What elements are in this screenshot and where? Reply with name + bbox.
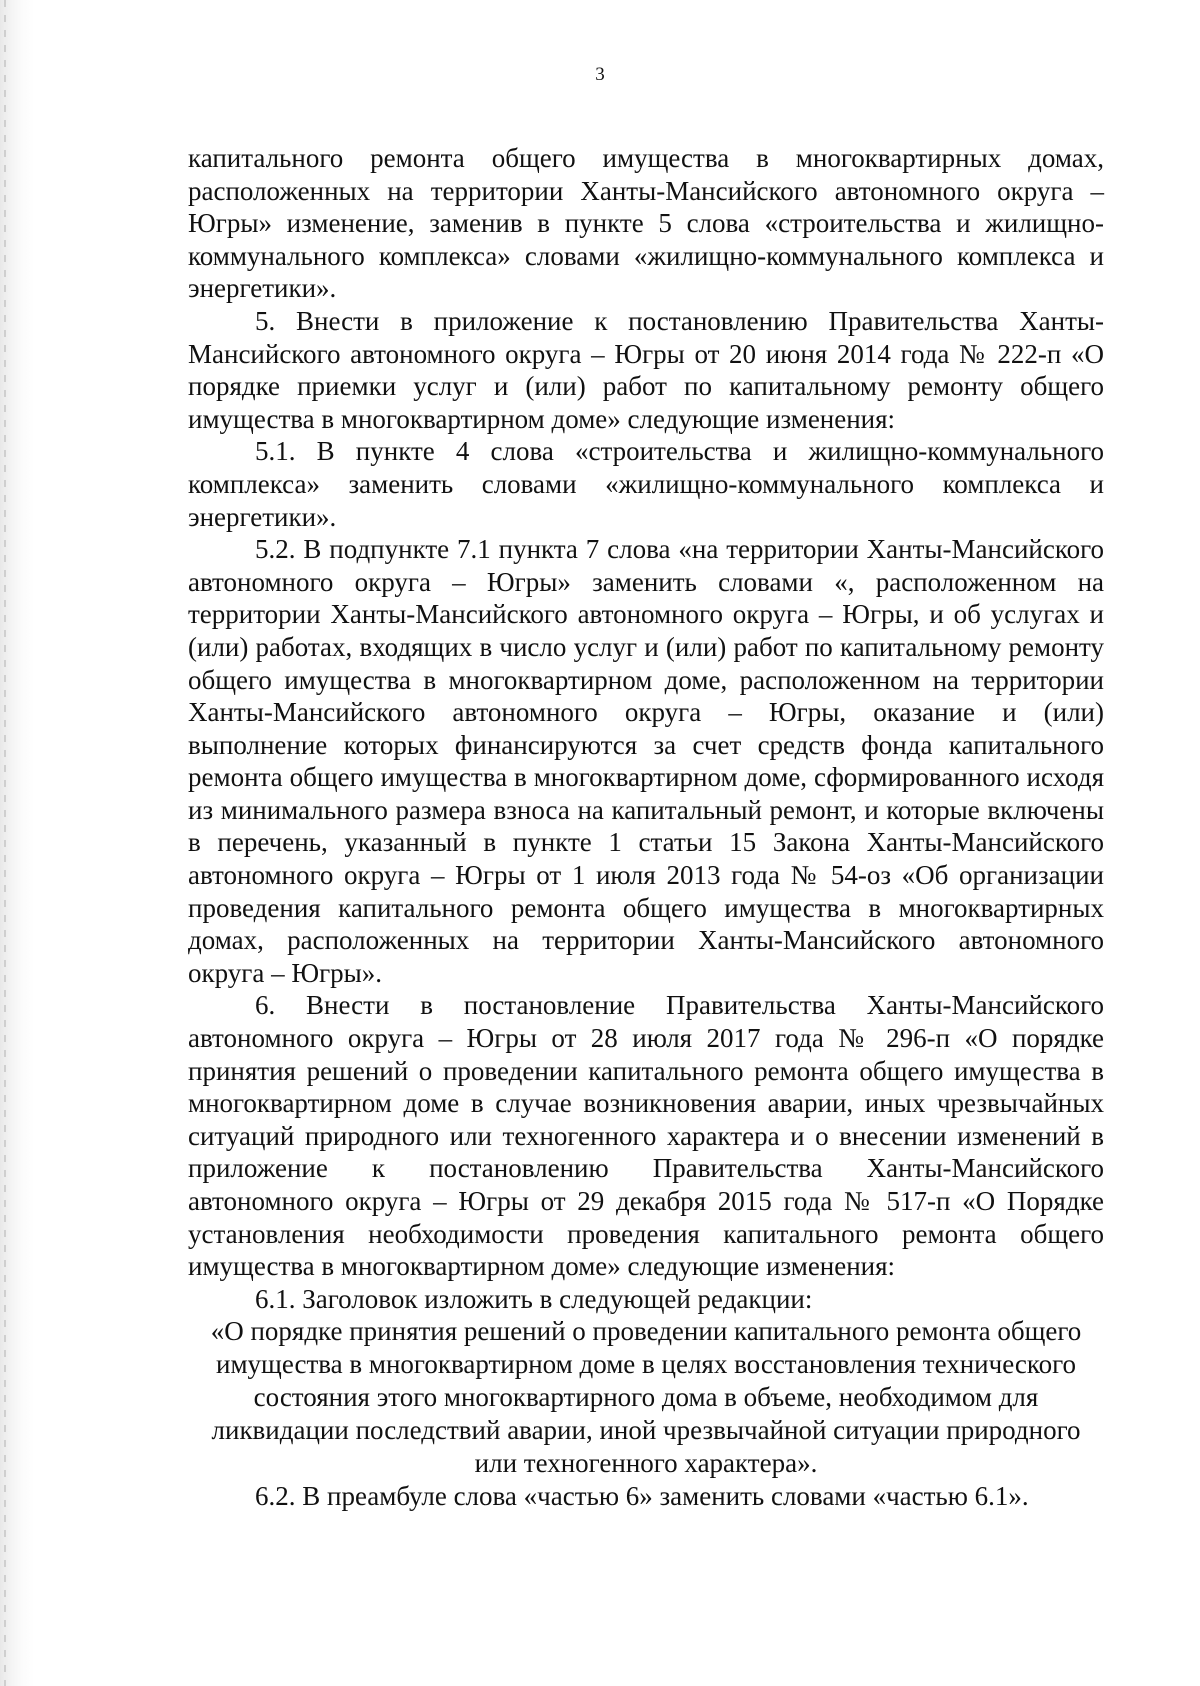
scan-edge-decoration <box>0 0 34 1686</box>
paragraph-item-6-1: 6.1. Заголовок изложить в следующей редакции: <box>255 1283 813 1314</box>
paragraph-item-5: 5. Внести в приложение к постановлению Правительства Ханты-Мансийского автономного округа – Югры от 20 июня 2014 года № 222-п «О порядке приемки услуг и (или) работ по капитальному ремонту общего имущества в многоквартирном доме» следующие изменения: <box>188 305 1104 434</box>
document-body <box>188 142 1104 1513</box>
quoted-title: «О порядке принятия решений о проведении капитального ремонта общего имущества в многоквартирном доме в целях восстановления технического состояния этого многоквартирного дома в объеме, необходимом для ликвидации последствий аварии, иной чрезвычайной ситуации природного или техногенного характера». <box>210 1316 1082 1479</box>
paragraph-item-5-1: 5.1. В пункте 4 слова «строительства и жилищно-коммунального комплекса» заменить словами «жилищно-коммунального комплекса и энергетики». <box>188 436 1104 532</box>
paragraph-item-5-2: 5.2. В подпункте 7.1 пункта 7 слова «на территории Ханты-Мансийского автономного округа – Югры» заменить словами «, расположенном на территории Ханты-Мансийского автономного округа – Югры, и об услугах и (или) работах, входящих в число услуг и (или) работ по капитальному ремонту общего имущества в многоквартирном доме, расположенном на территории Ханты-Мансийского автономного округа – Югры, оказание и (или) выполнение которых финансируются за счет средств фонда капитального ремонта общего имущества в многоквартирном доме, сформированного исходя из минимального размера взноса на капитальный ремонт, и которые включены в перечень, указанный в пункте 1 статьи 15 Закона Ханты-Мансийского автономного округа – Югры от 1 июля 2013 года № 54-оз «Об организации проведения капитального ремонта общего имущества в многоквартирных домах, расположенных на территории Ханты-Мансийского автономного округа – Югры». <box>188 534 1104 988</box>
page-number: 3 <box>595 64 605 85</box>
paragraph-item-6-2: 6.2. В преамбуле слова «частью 6» заменить словами «частью 6.1». <box>255 1481 1029 1512</box>
paragraph-continuation: капитального ремонта общего имущества в многоквартирных домах, расположенных на территории Ханты-Мансийского автономного округа – Югры» изменение, заменив в пункте 5 слова «строительства и жилищно-коммунального комплекса» словами «жилищно-коммунального комплекса и энергетики». <box>188 143 1104 304</box>
paragraph-item-6: 6. Внести в постановление Правительства Ханты-Мансийского автономного округа – Югры от 28 июля 2017 года № 296-п «О порядке принятия решений о проведении капитального ремонта общего имущества в многоквартирном доме в случае возникновения аварии, иных чрезвычайных ситуаций природного или техногенного характера и о внесении изменений в приложение к постановлению Правительства Ханты-Мансийского автономного округа – Югры от 29 декабря 2015 года № 517-п «О Порядке установления необходимости проведения капитального ремонта общего имущества в многоквартирном доме» следующие изменения: <box>188 990 1104 1282</box>
